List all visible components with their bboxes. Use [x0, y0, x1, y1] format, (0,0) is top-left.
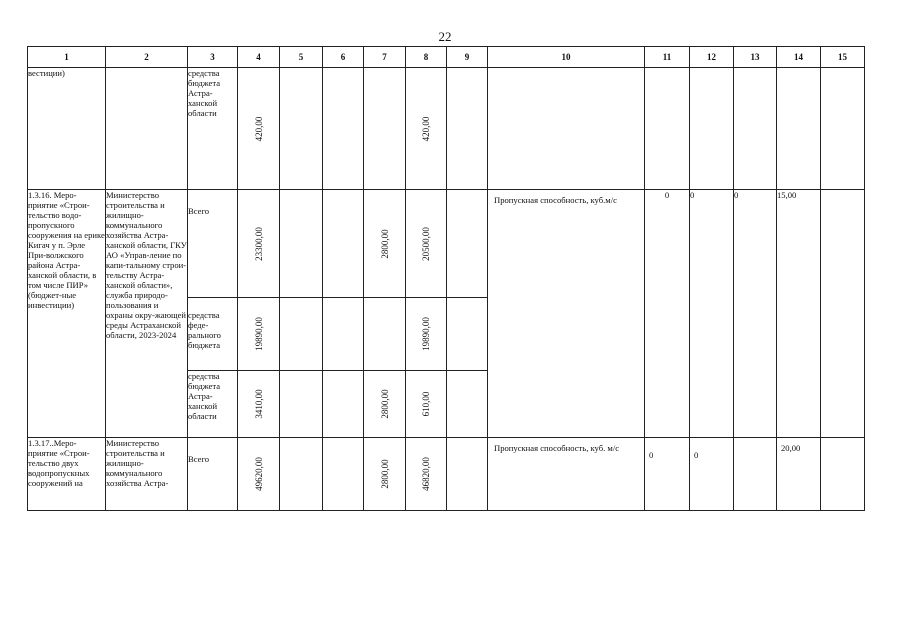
empty-cell — [447, 190, 488, 298]
measure-name-cell: 1.3.17..Меро-приятие «Строи-тельство двух водопропускных сооружений на — [28, 438, 106, 511]
amount-year-cell: 420,00 — [406, 68, 447, 190]
amount-year-cell: 610,00 — [406, 371, 447, 438]
funding-source-cell: средства феде-рального бюджета — [188, 298, 238, 371]
col-header-4: 4 — [238, 47, 280, 68]
empty-cell — [447, 68, 488, 190]
executor-cell — [106, 68, 188, 190]
empty-cell — [364, 68, 406, 190]
executor-cell: Министерство строительства и жилищно-коммунального хозяйства Астра-ханской области, ГКУ АО «Управ-ление по капи-тальному строи-тельству Астра-ханской области», служба природо-пользования и охраны окру-жающей среды Астраханской области, 2023-2024 — [106, 190, 188, 438]
empty-cell — [280, 298, 323, 371]
empty-cell — [821, 68, 865, 190]
empty-cell — [690, 68, 734, 190]
empty-cell — [734, 68, 777, 190]
col-header-7: 7 — [364, 47, 406, 68]
empty-cell — [280, 438, 323, 511]
empty-cell — [323, 298, 364, 371]
col-header-2: 2 — [106, 47, 188, 68]
empty-cell — [280, 371, 323, 438]
empty-cell — [488, 68, 645, 190]
amount-year-cell: 2800,00 — [364, 190, 406, 298]
col-header-5: 5 — [280, 47, 323, 68]
col-header-8: 8 — [406, 47, 447, 68]
funding-source-cell: средства бюджета Астра-ханской области — [188, 371, 238, 438]
indicator-value-cell: 0 — [690, 438, 734, 511]
funding-source-cell: Всего — [188, 438, 238, 511]
empty-cell — [323, 371, 364, 438]
empty-cell — [821, 190, 865, 438]
empty-cell — [323, 68, 364, 190]
header-row — [28, 47, 865, 68]
table-row — [28, 68, 865, 190]
amount-total-cell: 23300,00 — [238, 190, 280, 298]
amount-total-cell: 49620,00 — [238, 438, 280, 511]
empty-cell — [323, 438, 364, 511]
col-header-14: 14 — [777, 47, 821, 68]
indicator-cell: Пропускная способность, куб. м/с — [488, 438, 645, 511]
amount-total-cell: 420,00 — [238, 68, 280, 190]
amount-year-cell: 2800,00 — [364, 438, 406, 511]
col-header-10: 10 — [488, 47, 645, 68]
empty-cell — [821, 438, 865, 511]
indicator-value-cell: 15,00 — [777, 190, 821, 438]
col-header-12: 12 — [690, 47, 734, 68]
funding-source-cell: средства бюджета Астра-ханской области — [188, 68, 238, 190]
col-header-3: 3 — [188, 47, 238, 68]
page-number: 22 — [438, 29, 452, 44]
col-header-6: 6 — [323, 47, 364, 68]
empty-cell — [280, 68, 323, 190]
empty-cell — [447, 298, 488, 371]
measure-name-cell: вестиции) — [28, 68, 106, 190]
amount-year-cell: 2800,00 — [364, 371, 406, 438]
program-table — [27, 46, 865, 511]
col-header-11: 11 — [645, 47, 690, 68]
amount-year-cell: 20500,00 — [406, 190, 447, 298]
amount-year-cell: 46820,00 — [406, 438, 447, 511]
table-row — [28, 190, 865, 298]
amount-year-cell — [364, 298, 406, 371]
table-row — [28, 438, 865, 511]
indicator-value-cell: 0 — [690, 190, 734, 438]
amount-total-cell: 3410,00 — [238, 371, 280, 438]
indicator-value-cell: 0 — [645, 438, 690, 511]
indicator-cell: Пропускная способность, куб.м/с — [488, 190, 645, 438]
col-header-13: 13 — [734, 47, 777, 68]
empty-cell — [734, 438, 777, 511]
empty-cell — [777, 68, 821, 190]
col-header-9: 9 — [447, 47, 488, 68]
col-header-1: 1 — [28, 47, 106, 68]
executor-cell: Министерство строительства и жилищно-коммунального хозяйства Астра- — [106, 438, 188, 511]
col-header-15: 15 — [821, 47, 865, 68]
empty-cell — [280, 190, 323, 298]
empty-cell — [645, 68, 690, 190]
empty-cell — [447, 438, 488, 511]
funding-source-cell: Всего — [188, 190, 238, 298]
amount-year-cell: 19890,00 — [406, 298, 447, 371]
amount-total-cell: 19890,00 — [238, 298, 280, 371]
indicator-value-cell: 20,00 — [777, 438, 821, 511]
empty-cell — [447, 371, 488, 438]
measure-name-cell: 1.3.16. Меро-приятие «Строи-тельство водо-пропускного сооружения на ерике Кигач у п. Эрле При-волжского района Астра-ханской области, в том числе ПИР» (бюджет-ные инвестиции) — [28, 190, 106, 438]
indicator-value-cell: 0 — [645, 190, 690, 438]
empty-cell — [323, 190, 364, 298]
indicator-value-cell: 0 — [734, 190, 777, 438]
